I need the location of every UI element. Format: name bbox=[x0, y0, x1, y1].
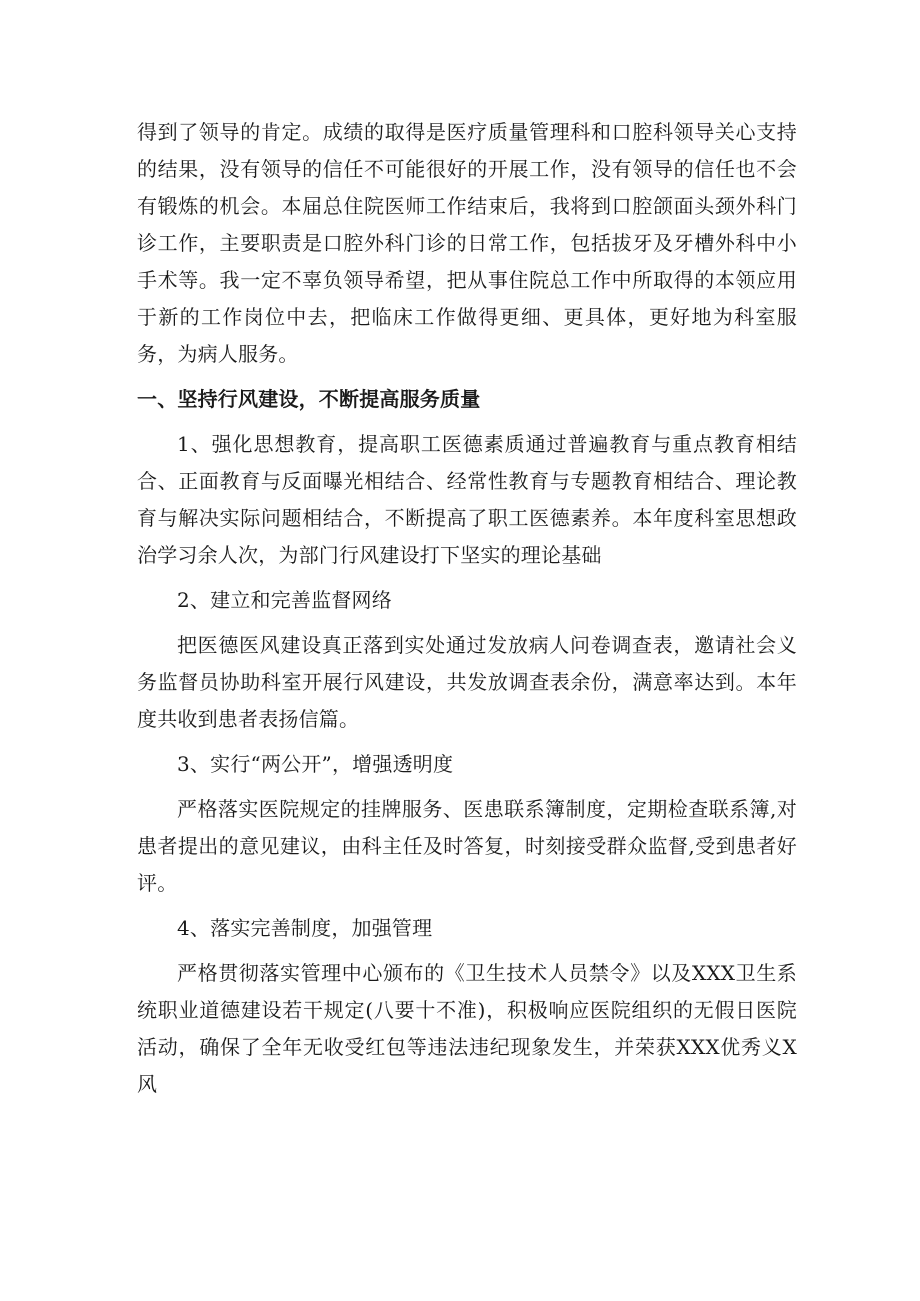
document-body bbox=[137, 114, 797, 1103]
item-2-title: 2、建立和完善监督网络 bbox=[177, 588, 392, 612]
item-3-title: 3、实行“两公开”，增强透明度 bbox=[177, 752, 454, 776]
item-1-paragraph: 1、强化思想教育，提高职工医德素质通过普遍教育与重点教育相结合、正面教育与反面曝光相结合、经常性教育与专题教育相结合、理论教育与解决实际问题相结合，不断提高了职工医德素养。本年度科室思想政治学习余人次，为部门行风建设打下坚实的理论基础 bbox=[137, 432, 797, 567]
item-4-title: 4、落实完善制度，加强管理 bbox=[177, 916, 433, 940]
item-2-body: 把医德医风建设真正落到实处通过发放病人问卷调查表，邀请社会义务监督员协助科室开展行风建设，共发放调查表余份，满意率达到。本年度共收到患者表扬信篇。 bbox=[137, 633, 797, 731]
section-heading: 一、坚持行风建设，不断提高服务质量 bbox=[137, 387, 481, 411]
item-3-body: 严格落实医院规定的挂牌服务、医患联系簿制度，定期检查联系簿,对患者提出的意见建议，由科主任及时答复，时刻接受群众监督,受到患者好评。 bbox=[137, 797, 797, 895]
intro-paragraph: 得到了领导的肯定。成绩的取得是医疗质量管理科和口腔科领导关心支持的结果，没有领导的信任不可能很好的开展工作，没有领导的信任也不会有锻炼的机会。本届总住院医师工作结束后，我将到口腔颌面头颈外科门诊工作，主要职责是口腔外科门诊的日常工作，包括拔牙及牙槽外科中小手术等。我一定不辜负领导希望，把从事住院总工作中所取得的本领应用于新的工作岗位中去，把临床工作做得更细、更具体，更好地为科室服务，为病人服务。 bbox=[137, 120, 797, 366]
item-4-body: 严格贯彻落实管理中心颁布的《卫生技术人员禁令》以及XXX卫生系统职业道德建设若干规定(八要十不准)，积极响应医院组织的无假日医院活动，确保了全年无收受红包等违法违纪现象发生，并荣获XXX优秀义X风 bbox=[137, 961, 797, 1096]
